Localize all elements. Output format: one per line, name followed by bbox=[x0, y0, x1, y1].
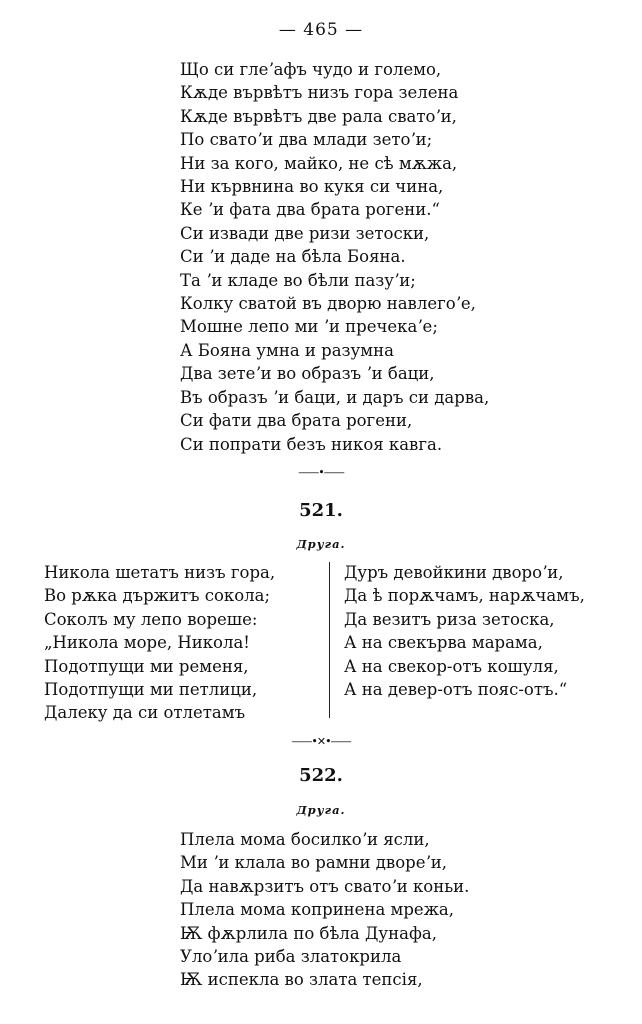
verse-line: Ми ʼи клала во рамни двореʼи, bbox=[180, 853, 447, 873]
poem-522 bbox=[180, 828, 469, 992]
section-ornament: ——•✕•—— bbox=[291, 735, 351, 748]
song-number-522: 522. bbox=[299, 765, 343, 786]
song-number-521: 521. bbox=[299, 500, 343, 521]
verse-line: Ни за кого, майко, не сѣ мѫжа, bbox=[180, 153, 458, 173]
poem-521-left-column bbox=[44, 561, 275, 725]
poem-main bbox=[180, 58, 489, 456]
verse-line: Ѭ фѫрлила по бѣла Дунафа, bbox=[180, 923, 437, 943]
verse-line: Си попрати безъ никоя кавга. bbox=[180, 434, 443, 454]
verse-line: Плела мома копринена мрежа, bbox=[180, 900, 454, 920]
column-divider bbox=[329, 562, 330, 718]
verse-line: Подотпущи ми петлици, bbox=[44, 680, 258, 700]
verse-line: Да ѣ порѫчамъ, нарѫчамъ, bbox=[344, 586, 585, 606]
verse-line: Да везитъ риза зетоска, bbox=[344, 609, 555, 629]
verse-line: „Никола море, Никола! bbox=[44, 633, 250, 653]
verse-line: Во рѫка държитъ сокола; bbox=[44, 586, 271, 606]
verse-line: Ке ʼи фата два брата рогени.“ bbox=[180, 200, 440, 220]
verse-line: Колку сватой въ дворю навлегоʼе, bbox=[180, 294, 476, 314]
verse-line: А Бояна умна и разумна bbox=[180, 340, 394, 360]
page-number: — 465 — bbox=[278, 20, 364, 40]
verse-line: Кѫде вървѣтъ две рала сватоʼи, bbox=[180, 106, 457, 126]
verse-line: А на свекърва марама, bbox=[344, 633, 543, 653]
verse-line: Си извади две ризи зетоски, bbox=[180, 223, 430, 243]
verse-line: По сватоʼи два млади зетоʼи; bbox=[180, 130, 433, 150]
verse-line: Да навѫрзитъ отъ сватоʼи коньи. bbox=[180, 876, 470, 896]
verse-line: Та ʼи кладе во бѣли пазуʼи; bbox=[180, 270, 416, 290]
verse-line: Си фати два брата рогени, bbox=[180, 411, 413, 431]
verse-line: Кѫде вървѣтъ низъ гора зелена bbox=[180, 83, 459, 103]
verse-line: Ни кървнина во кукя си чина, bbox=[180, 177, 444, 197]
verse-line: Подотпущи ми ременя, bbox=[44, 656, 249, 676]
verse-line: Никола шетатъ низъ гора, bbox=[44, 563, 276, 582]
verse-line: Мошне лепо ми ʼи пречекаʼе; bbox=[180, 317, 438, 337]
verse-line: Далеку да си отлетамъ bbox=[44, 703, 246, 723]
verse-line: А на девер-отъ пояс-отъ.“ bbox=[344, 680, 568, 700]
poem-521-right-column bbox=[344, 561, 585, 701]
verse-line: Два зетеʼи во образъ ʼи баци, bbox=[180, 364, 435, 384]
verse-line: Ѭ испекла во злата тепсія, bbox=[180, 970, 423, 990]
verse-line: Соколъ му лепо вореше: bbox=[44, 609, 258, 629]
song-subtitle-522: Друга. bbox=[296, 803, 346, 817]
section-ornament: ——•—— bbox=[298, 466, 344, 479]
verse-line: Улоʼила риба златокрила bbox=[180, 947, 402, 967]
verse-line: Си ʼи даде на бѣла Бояна. bbox=[180, 247, 406, 267]
verse-line: Що си глеʼафъ чудо и големо, bbox=[180, 60, 442, 79]
song-subtitle-521: Друга. bbox=[296, 537, 346, 551]
verse-line: Въ образъ ʼи баци, и даръ си дарва, bbox=[180, 387, 490, 407]
verse-line: Плела мома босилкоʼи ясли, bbox=[180, 830, 430, 849]
verse-line: Дуръ девойкини двороʼи, bbox=[344, 563, 564, 582]
verse-line: А на свекор-отъ кошуля, bbox=[344, 656, 559, 676]
